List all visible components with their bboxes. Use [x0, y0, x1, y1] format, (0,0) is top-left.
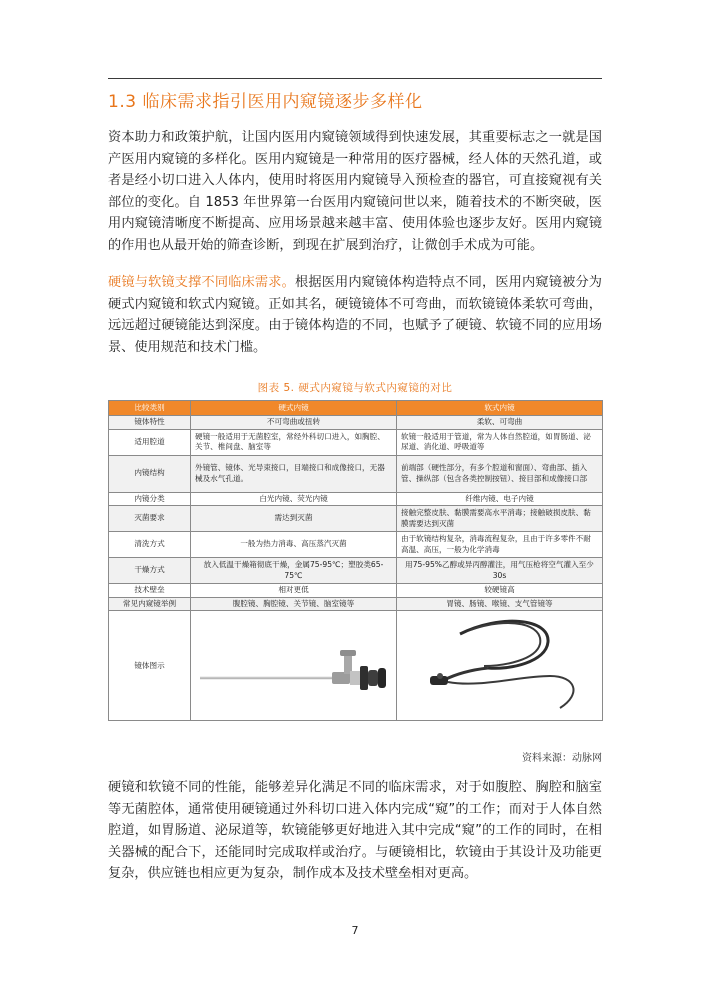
- paragraph-intro: 资本助力和政策护航，让国内医用内窥镜领域得到快速发展，其重要标志之一就是国产医用内窥镜的多样化。医用内窥镜是一种常用的医疗器械，经人体的天然孔道，或者是经小切口进入人体内，使用时将医用内窥镜导入预检查的器官，可直接窥视有关部位的变化。自 1853 年世界第一台医用内窥镜问世以来，随着技术的不断突破，医用内窥镜清晰度不断提高、应用场景越来越丰富、使用体验也逐步友好。医用内窥镜的作用也从最开始的筛查诊断，到现在扩展到治疗，让微创手术成为可能。: [108, 130, 602, 253]
- header-flexible: 软式内镜: [397, 401, 603, 416]
- row-flexible: 较硬镜高: [397, 584, 603, 598]
- row-rigid: 放入低温干燥箱彻底干燥，金属75-95℃；塑胶类65-75℃: [191, 558, 397, 584]
- table-row: [109, 584, 603, 598]
- table-row: [109, 455, 603, 492]
- paragraph-highlight: 硬镜与软镜支撑不同临床需求。: [108, 275, 295, 290]
- header-rigid: 硬式内镜: [191, 401, 397, 416]
- row-rigid: 白光内镜、荧光内镜: [191, 492, 397, 506]
- table-row: [109, 429, 603, 455]
- flexible-endoscope-image: [400, 616, 600, 716]
- table-row: [109, 492, 603, 506]
- row-rigid: 腹腔镜、胸腔镜、关节镜、脑室镜等: [191, 597, 397, 611]
- row-category: 常见内窥镜举例: [109, 597, 191, 611]
- paragraph-rigid-flexible: [108, 272, 602, 358]
- row-category: 清洗方式: [109, 532, 191, 558]
- table-caption: 图表 5. 硬式内窥镜与软式内窥镜的对比: [257, 382, 453, 394]
- table-row: [109, 416, 603, 430]
- page-number: 7: [351, 924, 359, 937]
- section-title: 1.3 临床需求指引医用内窥镜逐步多样化: [108, 92, 423, 112]
- table-row: [109, 597, 603, 611]
- row-flexible: 由于软镜结构复杂，消毒流程复杂，且由于许多零件不耐高温、高压，一般为化学消毒: [397, 532, 603, 558]
- row-rigid: 外镜管、镜体、光导束接口，目端接口和成像接口，无器械及水气孔道。: [191, 455, 397, 492]
- table-row: [109, 506, 603, 532]
- row-flexible: 接触完整皮肤、黏膜需要高水平消毒；接触破损皮肤、黏膜需要达到灭菌: [397, 506, 603, 532]
- row-flexible: 纤维内镜、电子内镜: [397, 492, 603, 506]
- paragraph-conclusion: 硬镜和软镜不同的性能，能够差异化满足不同的临床需求，对于如腹腔、胸腔和脑室等无菌腔体，通常使用硬镜通过外科切口进入体内完成“窥”的工作；而对于人体自然腔道，如胃肠道、泌尿道等，软镜能够更好地进入其中完成“窥”的工作的同时，在相关器械的配合下，还能同时完成取样或治疗。与硬镜相比，软镜由于其设计及功能更复杂，供应链也相应更为复杂，制作成本及技术壁垒相对更高。: [108, 780, 602, 882]
- flexible-scope-image-cell: [397, 611, 603, 721]
- table-row: [109, 532, 603, 558]
- row-rigid: 硬镜一般适用于无菌腔室，常经外科切口进入，如胸腔、关节、椎间盘、脑室等: [191, 429, 397, 455]
- row-category: 内镜结构: [109, 455, 191, 492]
- image-row-label: 镜体图示: [109, 611, 191, 721]
- row-category: 干燥方式: [109, 558, 191, 584]
- row-rigid: 一般为热力消毒、高压蒸汽灭菌: [191, 532, 397, 558]
- table-row: [109, 558, 603, 584]
- header-category: 比较类别: [109, 401, 191, 416]
- row-category: 灭菌要求: [109, 506, 191, 532]
- top-rule: [108, 78, 602, 79]
- table-header-row: [109, 401, 603, 416]
- row-flexible: 前端部（硬性部分，有多个腔道和窗面）、弯曲部、插入管、操纵部（包含各类控制按钮）、接目部和成像接口部: [397, 455, 603, 492]
- comparison-table: [108, 400, 603, 721]
- row-flexible: 柔软、可弯曲: [397, 416, 603, 430]
- table-source: 资料来源：动脉网: [522, 753, 602, 764]
- rigid-scope-image-cell: [191, 611, 397, 721]
- row-category: 技术壁垒: [109, 584, 191, 598]
- table-row-images: [109, 611, 603, 721]
- paragraph-body: 根据医用内窥镜体构造特点不同，医用内窥镜被分为硬式内窥镜和软式内窥镜。正如其名，硬镜镜体不可弯曲，而软镜镜体柔软可弯曲，远远超过硬镜能达到深度。由于镜体构造的不同，也赋予了硬镜、软镜不同的应用场景、使用规范和技术门槛。: [108, 275, 602, 355]
- row-category: 适用腔道: [109, 429, 191, 455]
- row-rigid: 不可弯曲或扭转: [191, 416, 397, 430]
- row-flexible: 软镜一般适用于管道，常为人体自然腔道，如胃肠道、泌尿道、消化道、呼吸道等: [397, 429, 603, 455]
- row-rigid: 相对更低: [191, 584, 397, 598]
- row-category: 内镜分类: [109, 492, 191, 506]
- rigid-endoscope-image: [194, 616, 394, 716]
- row-flexible: 用75-95%乙醇或异丙醇灌注，用气压枪将空气灌入至少30s: [397, 558, 603, 584]
- row-rigid: 需达到灭菌: [191, 506, 397, 532]
- row-flexible: 胃镜、肠镜、喉镜、支气管镜等: [397, 597, 603, 611]
- row-category: 镜体特性: [109, 416, 191, 430]
